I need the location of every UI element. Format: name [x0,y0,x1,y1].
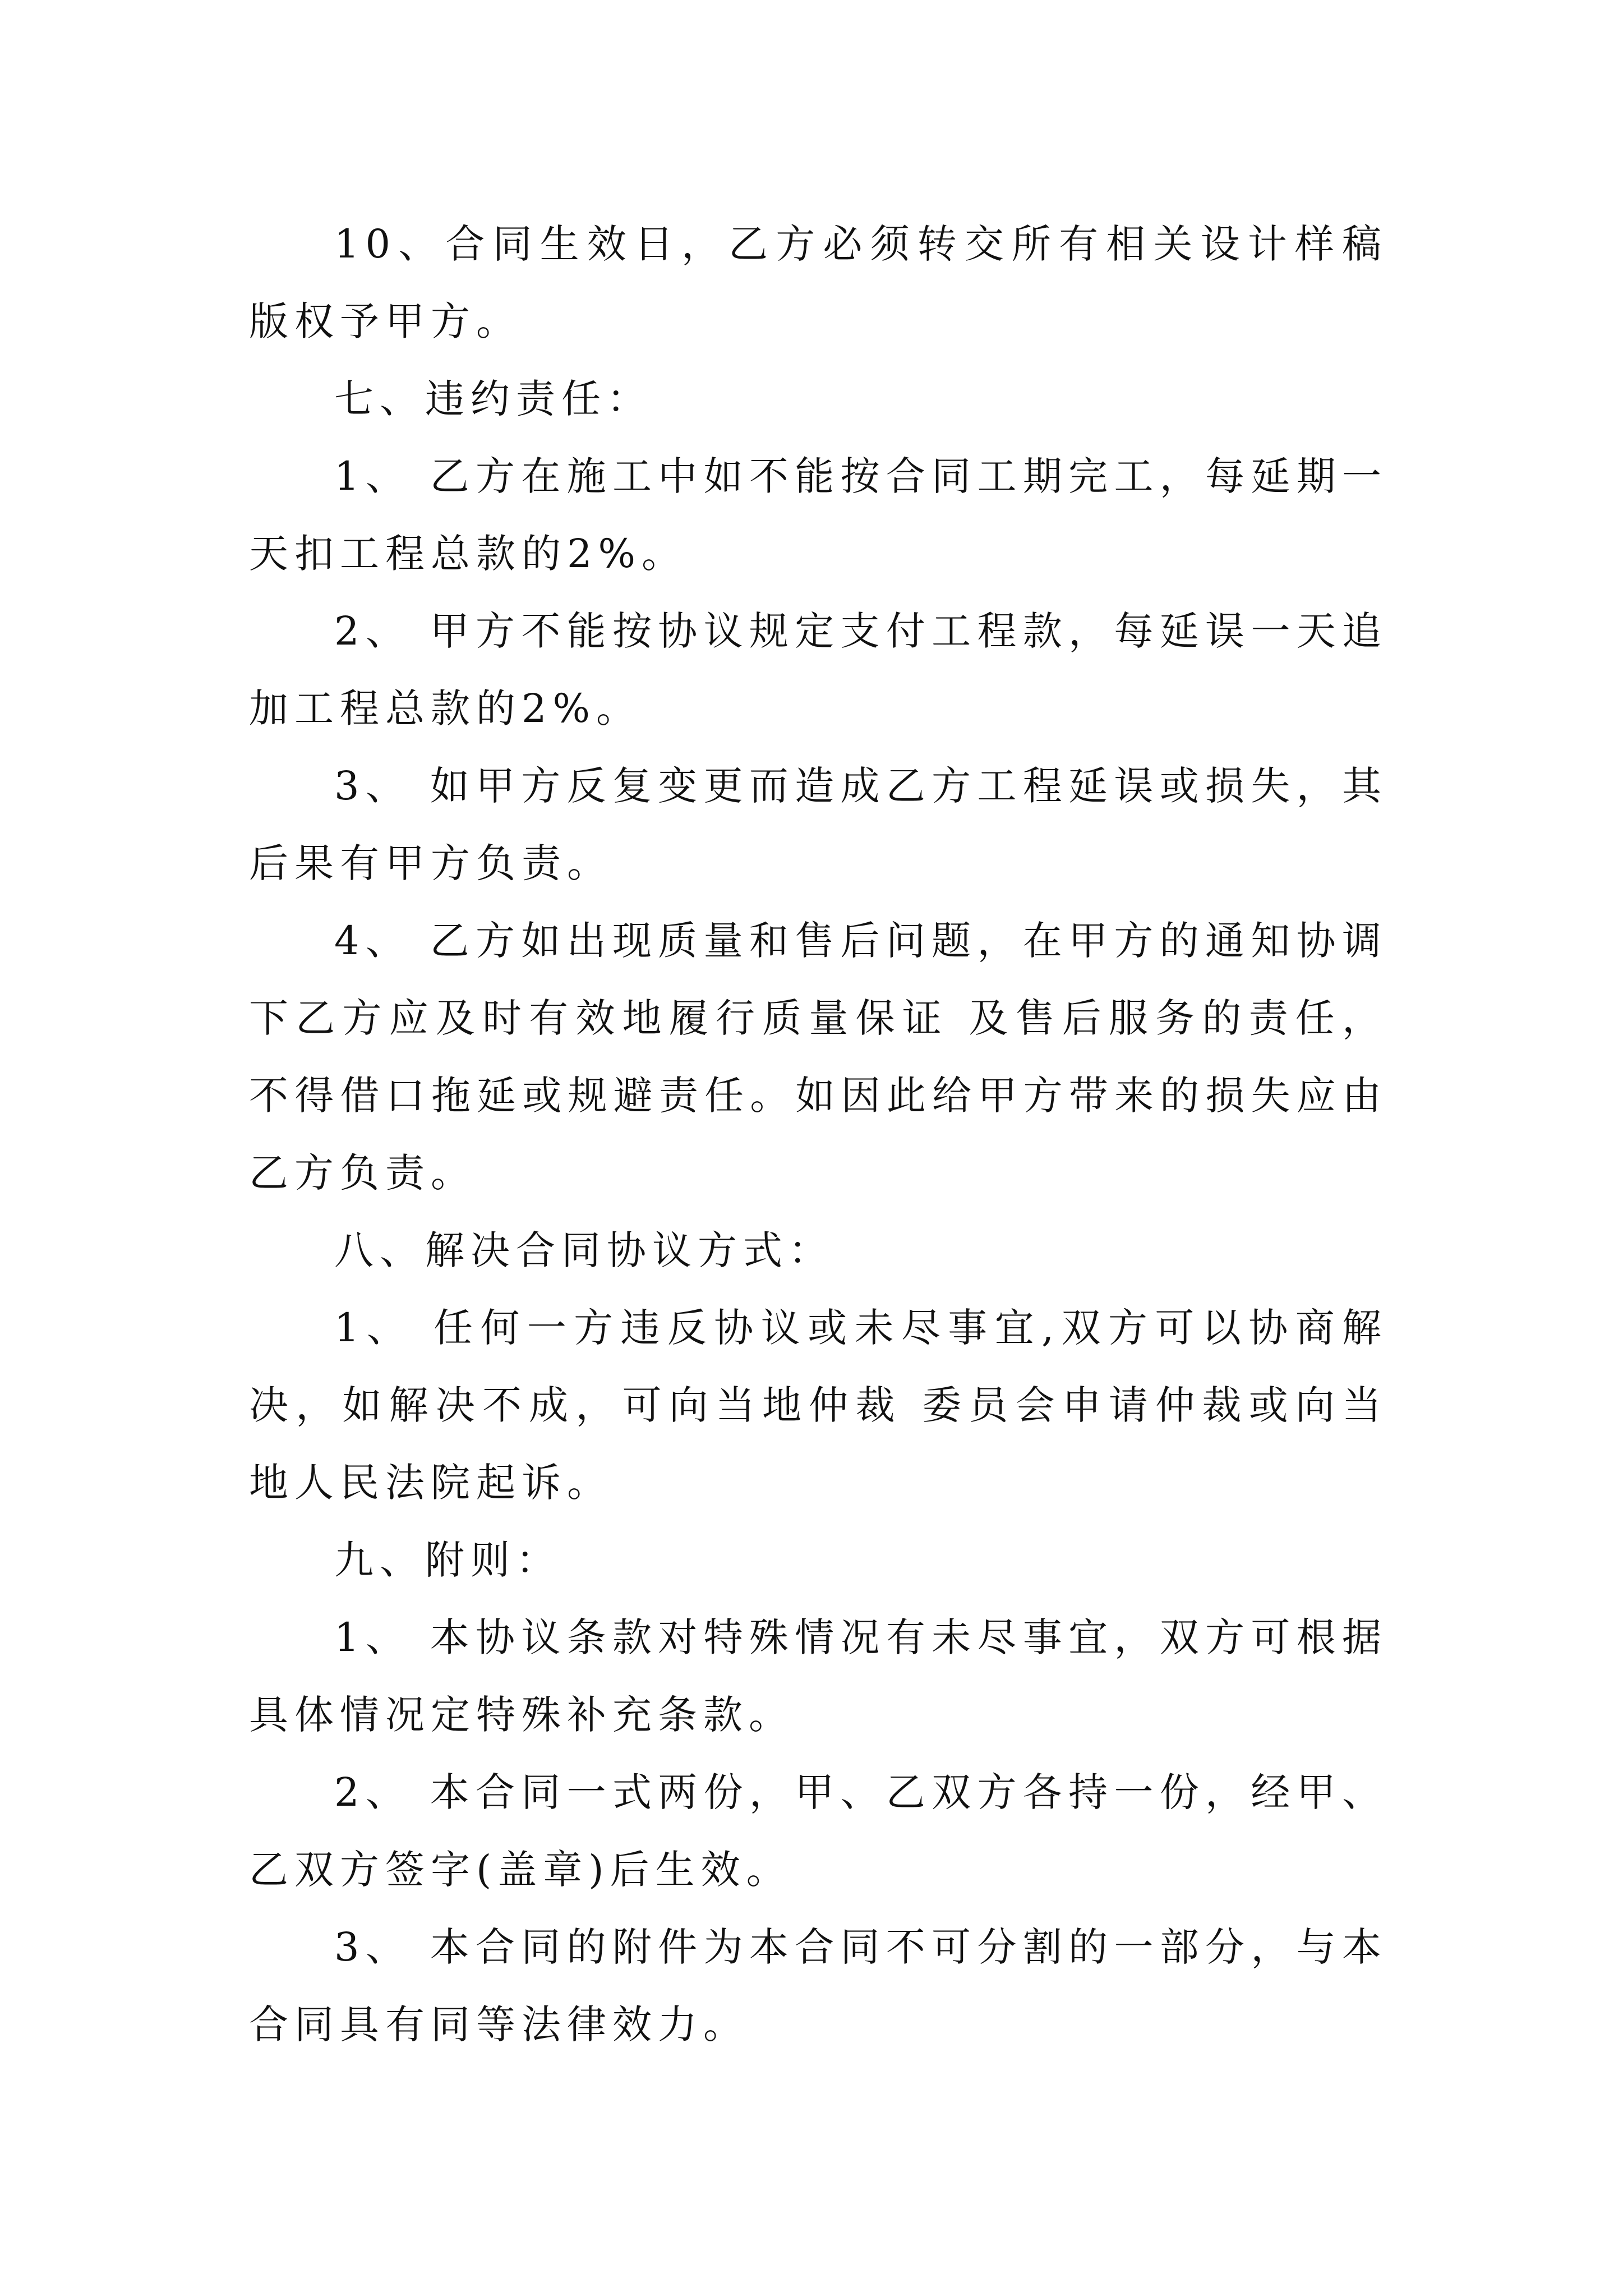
dispute-clause-1: 1、 任何一方违反协议或未尽事宜,双方可以协商解决，如解决不成，可向当地仲裁 委员会申请仲裁或向当地人民法院起诉。 [249,1305,1387,1506]
breach-clause-2: 2、 甲方不能按协议规定支付工程款，每延误一天追加工程总款的2%。 [249,608,1387,731]
document-body [249,205,1387,2063]
section-heading-supplementary-provisions: 九、附则： [334,1537,561,1583]
clause-10-copyright-transfer: 10、合同生效日，乙方必须转交所有相关设计样稿版权予甲方。 [249,221,1387,344]
breach-clause-3: 3、 如甲方反复变更而造成乙方工程延误或损失，其后果有甲方负责。 [249,763,1387,886]
breach-clause-4: 4、 乙方如出现质量和售后问题，在甲方的通知协调下乙方应及时有效地履行质量保证 及售后服务的责任，不得借口拖延或规避责任。如因此给甲方带来的损失应由乙方负责。 [249,918,1387,1196]
supplementary-clause-3: 3、 本合同的附件为本合同不可分割的一部分，与本合同具有同等法律效力。 [249,1924,1387,2047]
supplementary-clause-1: 1、 本协议条款对特殊情况有未尽事宜，双方可根据具体情况定特殊补充条款。 [249,1614,1387,1738]
section-heading-breach-liability: 七、违约责任： [334,376,652,422]
supplementary-clause-2: 2、 本合同一式两份，甲、乙双方各持一份，经甲、乙双方签字(盖章)后生效。 [249,1769,1387,1893]
breach-clause-1: 1、 乙方在施工中如不能按合同工期完工，每延期一天扣工程总款的2%。 [249,453,1387,577]
section-heading-dispute-resolution: 八、解决合同协议方式： [334,1227,834,1273]
